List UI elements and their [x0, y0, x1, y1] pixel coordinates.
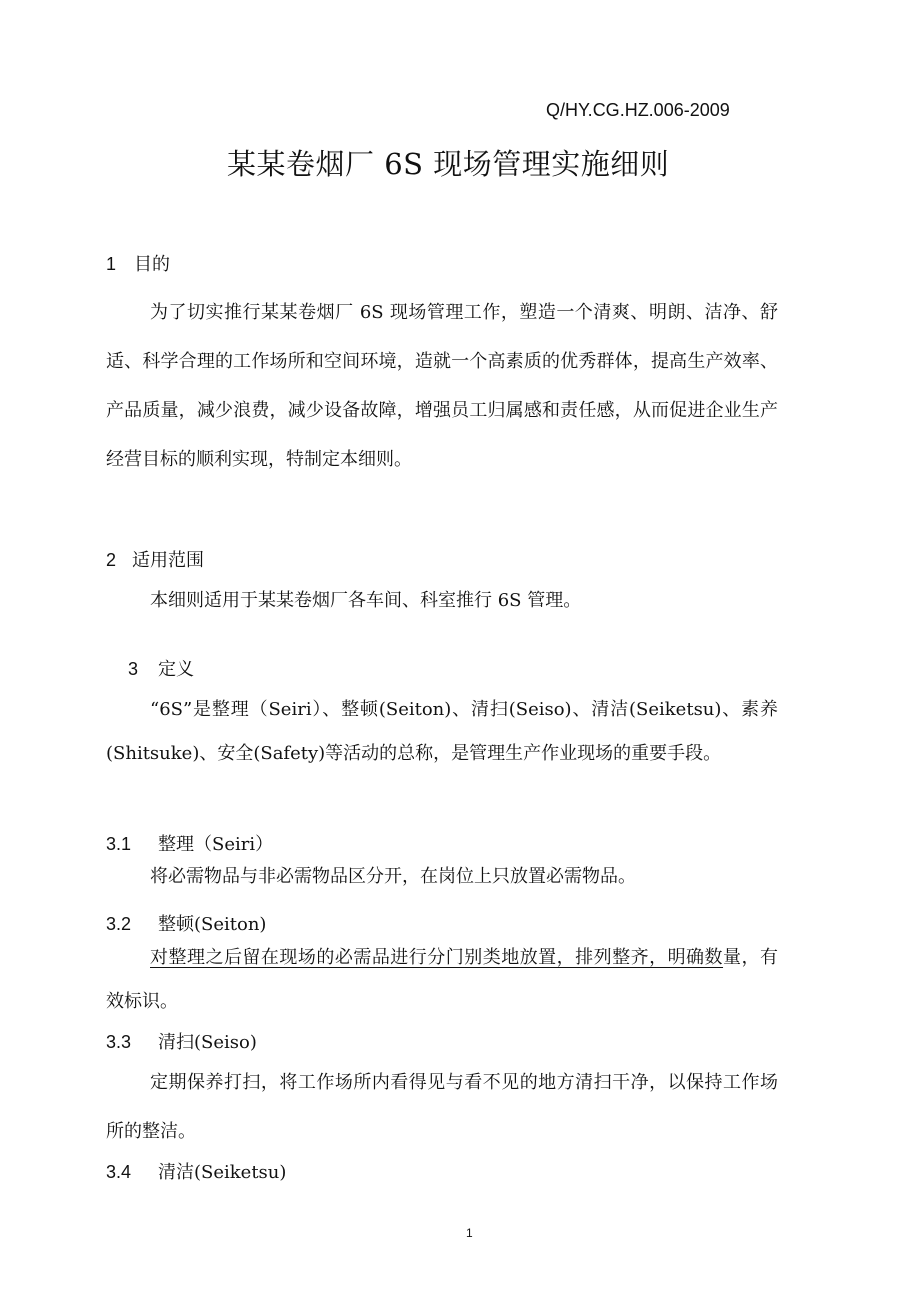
section-3-3-body: 定期保养打扫，将工作场所内看得见与看不见的地方清扫干净，以保持工作场所的整洁。 [106, 1072, 778, 1142]
document-code: Q/HY.CG.HZ.006-2009 [546, 100, 730, 120]
section-3-2-heading [106, 910, 266, 936]
section-title: 整理（Seiri） [158, 834, 274, 855]
document-title: 某某卷烟厂 6S 现场管理实施细则 [227, 147, 670, 181]
section-title: 清扫(Seiso) [158, 1032, 257, 1053]
page-number: 1 [466, 1226, 473, 1240]
section-3-2-body [106, 936, 778, 1024]
section-3-body: “6S”是整理（Seiri）、整顿(Seiton)、清扫(Seiso)、清洁(Seiketsu)、素养(Shitsuke)、安全(Safety)等活动的总称，是管理生产作业现场的重要手段。 [106, 699, 778, 764]
section-2-heading [106, 546, 204, 572]
section-number: 3.2 [106, 914, 132, 934]
section-number: 3.1 [106, 834, 132, 854]
section-title: 整顿(Seiton) [158, 914, 267, 935]
body-text: 量，有效标识。 [106, 947, 779, 1012]
section-number: 3 [128, 659, 139, 679]
section-title: 目的 [134, 254, 170, 275]
section-1-heading [106, 250, 170, 276]
section-title: 清洁(Seiketsu) [158, 1162, 287, 1183]
underlined-text: 对整理之后留在现场的必需品进行分门别类地放置，排列整齐，明确数 [150, 947, 724, 968]
section-number: 3.3 [106, 1032, 132, 1052]
section-3-3-heading [106, 1028, 257, 1054]
section-1-body: 为了切实推行某某卷烟厂 6S 现场管理工作，塑造一个清爽、明朗、洁净、舒适、科学合理的工作场所和空间环境，造就一个高素质的优秀群体，提高生产效率、产品质量，减少浪费，减少设备故障，增强员工归属感和责任感，从而促进企业生产经营目标的顺利实现，特制定本细则。 [106, 302, 778, 470]
section-number: 2 [106, 550, 117, 570]
section-title: 定义 [158, 659, 194, 680]
section-3-heading [128, 655, 194, 681]
section-title: 适用范围 [132, 550, 204, 571]
section-3-4-heading [106, 1158, 286, 1184]
section-2-body: 本细则适用于某某卷烟厂各车间、科室推行 6S 管理。 [150, 590, 582, 611]
section-3-1-body: 将必需物品与非必需物品区分开，在岗位上只放置必需物品。 [150, 866, 636, 887]
section-number: 1 [106, 254, 117, 274]
section-number: 3.4 [106, 1162, 132, 1182]
